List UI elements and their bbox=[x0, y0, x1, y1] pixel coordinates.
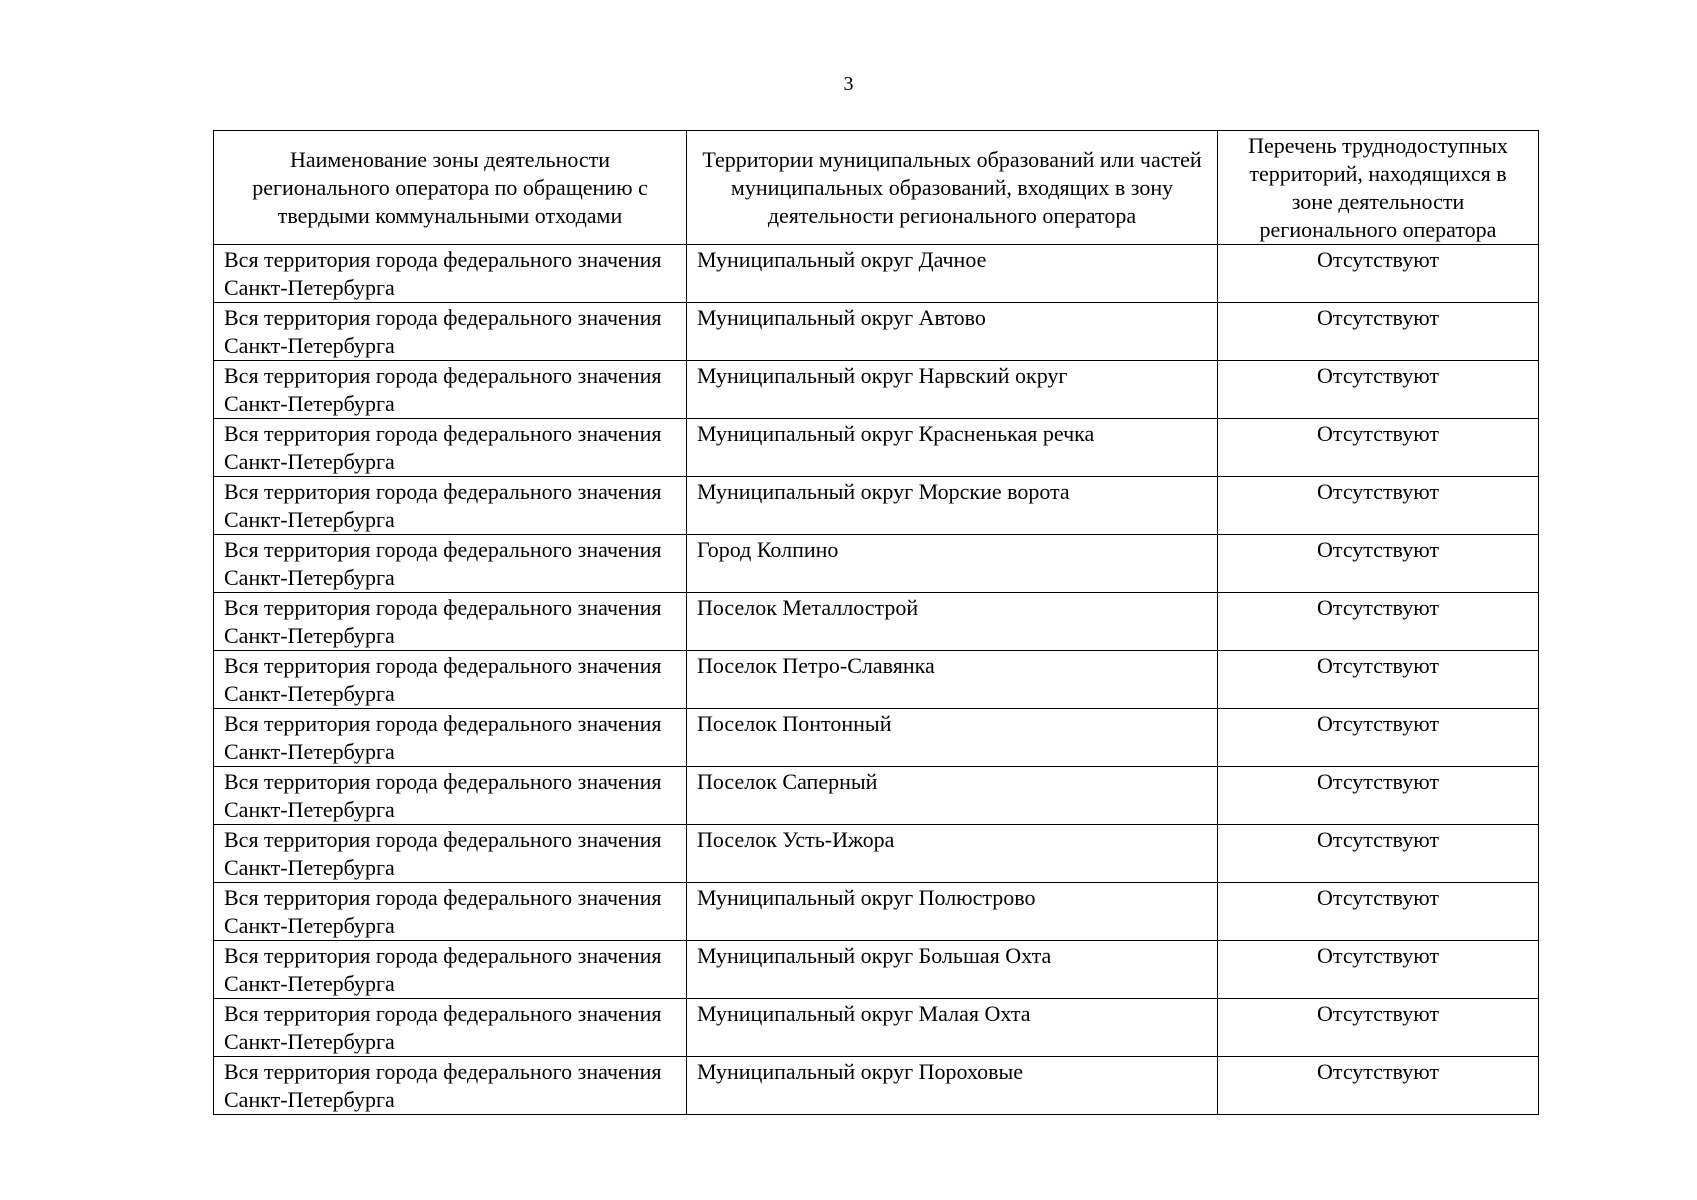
status-cell: Отсутствуют bbox=[1218, 419, 1539, 477]
zone-cell: Вся территория города федерального значения Санкт-Петербурга bbox=[214, 709, 687, 767]
status-cell: Отсутствуют bbox=[1218, 303, 1539, 361]
territory-cell: Поселок Саперный bbox=[687, 767, 1218, 825]
table-row bbox=[214, 535, 1539, 593]
zone-cell: Вся территория города федерального значения Санкт-Петербурга bbox=[214, 477, 687, 535]
status-cell: Отсутствуют bbox=[1218, 825, 1539, 883]
territory-cell: Муниципальный округ Дачное bbox=[687, 245, 1218, 303]
table-row bbox=[214, 709, 1539, 767]
status-cell: Отсутствуют bbox=[1218, 477, 1539, 535]
table-row bbox=[214, 593, 1539, 651]
table-row bbox=[214, 419, 1539, 477]
table-row bbox=[214, 303, 1539, 361]
territory-cell: Муниципальный округ Морские ворота bbox=[687, 477, 1218, 535]
territory-cell: Муниципальный округ Малая Охта bbox=[687, 999, 1218, 1057]
table-row bbox=[214, 883, 1539, 941]
territory-cell: Поселок Понтонный bbox=[687, 709, 1218, 767]
zone-cell: Вся территория города федерального значения Санкт-Петербурга bbox=[214, 825, 687, 883]
territory-cell: Поселок Петро-Славянка bbox=[687, 651, 1218, 709]
zone-cell: Вся территория города федерального значения Санкт-Петербурга bbox=[214, 1057, 687, 1115]
territory-cell: Муниципальный округ Полюстрово bbox=[687, 883, 1218, 941]
status-cell: Отсутствуют bbox=[1218, 767, 1539, 825]
header-hard-to-reach: Перечень труднодоступных территорий, находящихся в зоне деятельности регионального оператора bbox=[1218, 131, 1539, 245]
table-row bbox=[214, 767, 1539, 825]
territory-cell: Муниципальный округ Красненькая речка bbox=[687, 419, 1218, 477]
header-territory: Территории муниципальных образований или частей муниципальных образований, входящих в зону деятельности регионального оператора bbox=[687, 131, 1218, 245]
page-number: 3 bbox=[843, 73, 854, 95]
status-cell: Отсутствуют bbox=[1218, 361, 1539, 419]
zone-cell: Вся территория города федерального значения Санкт-Петербурга bbox=[214, 303, 687, 361]
status-cell: Отсутствуют bbox=[1218, 535, 1539, 593]
table-row bbox=[214, 1057, 1539, 1115]
header-row bbox=[214, 131, 1539, 245]
zone-cell: Вся территория города федерального значения Санкт-Петербурга bbox=[214, 245, 687, 303]
status-cell: Отсутствуют bbox=[1218, 941, 1539, 999]
table-header bbox=[214, 131, 1539, 245]
status-cell: Отсутствуют bbox=[1218, 883, 1539, 941]
territory-cell: Поселок Усть-Ижора bbox=[687, 825, 1218, 883]
zone-cell: Вся территория города федерального значения Санкт-Петербурга bbox=[214, 593, 687, 651]
header-zone: Наименование зоны деятельности регионального оператора по обращению с твердыми коммунальными отходами bbox=[214, 131, 687, 245]
table-row bbox=[214, 825, 1539, 883]
table-row bbox=[214, 941, 1539, 999]
zone-cell: Вся территория города федерального значения Санкт-Петербурга bbox=[214, 883, 687, 941]
territory-cell: Муниципальный округ Нарвский округ bbox=[687, 361, 1218, 419]
zone-cell: Вся территория города федерального значения Санкт-Петербурга bbox=[214, 535, 687, 593]
territory-cell: Муниципальный округ Большая Охта bbox=[687, 941, 1218, 999]
status-cell: Отсутствуют bbox=[1218, 593, 1539, 651]
table-row bbox=[214, 999, 1539, 1057]
zone-cell: Вся территория города федерального значения Санкт-Петербурга bbox=[214, 419, 687, 477]
table-row bbox=[214, 651, 1539, 709]
table-row bbox=[214, 477, 1539, 535]
territory-cell: Муниципальный округ Автово bbox=[687, 303, 1218, 361]
zone-cell: Вся территория города федерального значения Санкт-Петербурга bbox=[214, 651, 687, 709]
territory-cell: Город Колпино bbox=[687, 535, 1218, 593]
status-cell: Отсутствуют bbox=[1218, 709, 1539, 767]
zone-cell: Вся территория города федерального значения Санкт-Петербурга bbox=[214, 361, 687, 419]
zone-cell: Вся территория города федерального значения Санкт-Петербурга bbox=[214, 999, 687, 1057]
status-cell: Отсутствуют bbox=[1218, 1057, 1539, 1115]
zone-cell: Вся территория города федерального значения Санкт-Петербурга bbox=[214, 767, 687, 825]
status-cell: Отсутствуют bbox=[1218, 651, 1539, 709]
territory-cell: Поселок Металлострой bbox=[687, 593, 1218, 651]
territory-cell: Муниципальный округ Пороховые bbox=[687, 1057, 1218, 1115]
table-row bbox=[214, 245, 1539, 303]
status-cell: Отсутствуют bbox=[1218, 245, 1539, 303]
territories-table bbox=[213, 130, 1539, 1115]
table-body bbox=[214, 245, 1539, 1115]
table-row bbox=[214, 361, 1539, 419]
zone-cell: Вся территория города федерального значения Санкт-Петербурга bbox=[214, 941, 687, 999]
status-cell: Отсутствуют bbox=[1218, 999, 1539, 1057]
